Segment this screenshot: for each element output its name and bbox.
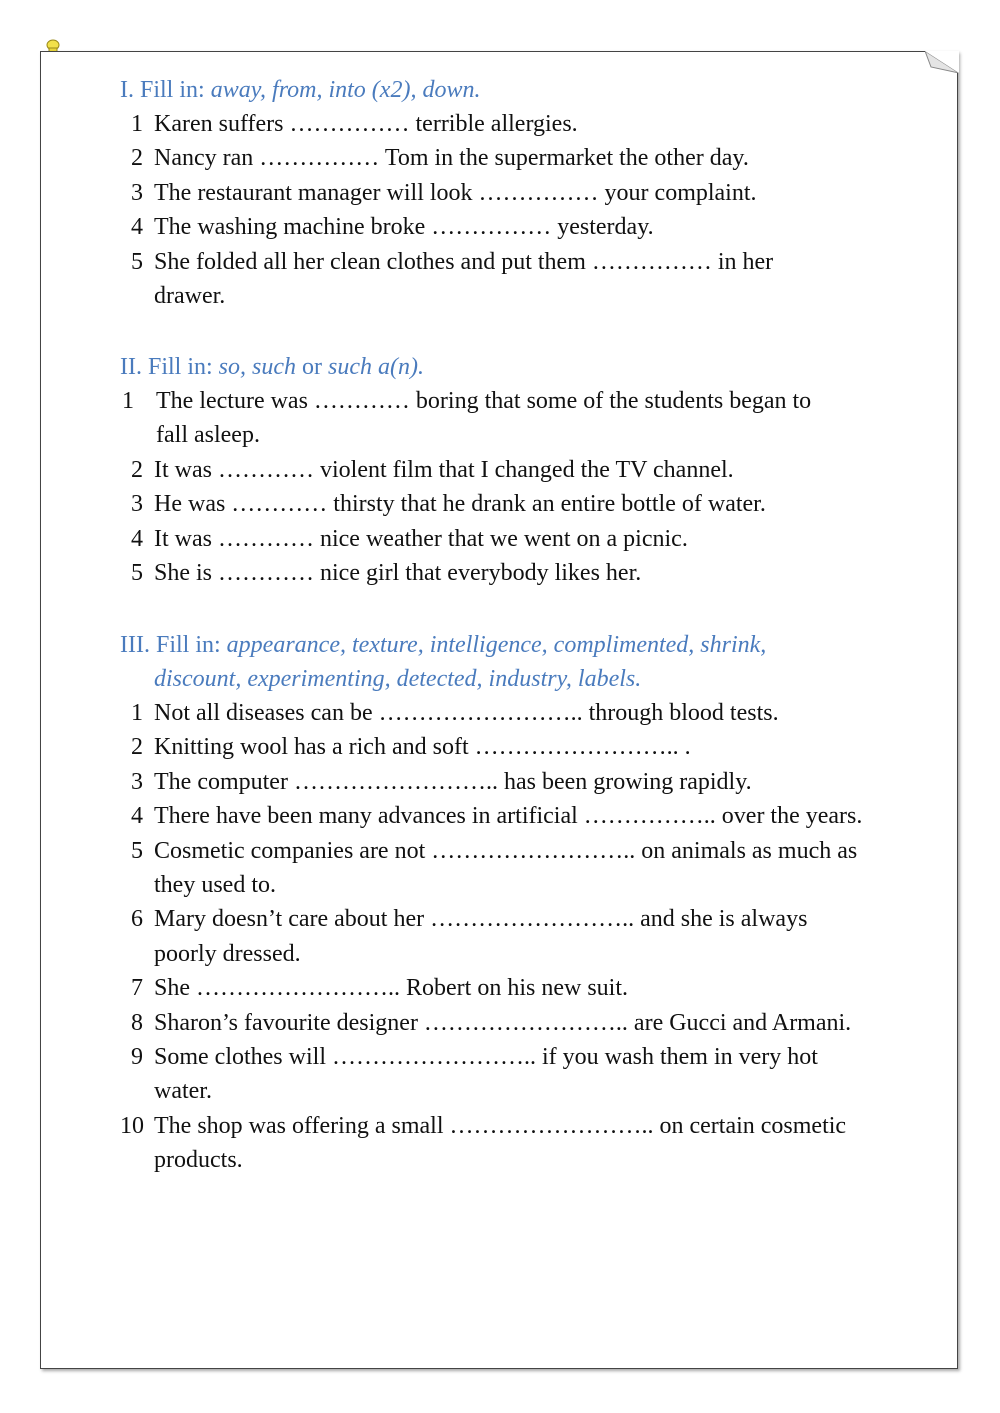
item-text: The lecture was ………… boring that some of the students began to fall asleep. [156,388,812,449]
word-bank-2: such a(n). [328,354,424,380]
item-number: 1 [131,700,143,726]
word-bank-line-1: appearance, texture, intelligence, complimented, shrink, [226,632,767,658]
item-text: It was ………… nice weather that we went on a picnic. [154,525,688,552]
exercise-item [120,522,900,556]
exercise-item [120,765,900,799]
heading-or: or [302,354,323,380]
item-text: It was ………… violent film that I changed the TV channel. [154,456,734,483]
item-number: 5 [131,560,143,587]
item-number: 5 [131,248,143,275]
word-bank-1: so, such [218,354,297,380]
item-number: 3 [131,768,143,795]
item-number: 10 [120,1112,144,1139]
exercise-item [120,834,900,903]
item-text: There have been many advances in artificial …………….. over the years. [154,803,863,830]
item-text: She …………………….. Robert on his new suit. [154,975,628,1002]
word-bank: away, from, into (x2), down. [210,77,481,103]
item-number: 5 [131,837,143,864]
exercise-item [120,730,900,764]
item-number: 2 [131,456,143,483]
section-2-heading [120,350,900,384]
item-text: Knitting wool has a rich and soft …………………….. . [154,734,691,761]
heading-prefix: III. Fill in: [120,632,221,658]
exercise-item [120,902,900,971]
item-number: 4 [131,803,143,830]
item-number: 2 [131,145,143,172]
section-1 [120,73,900,313]
item-text: Karen suffers …………… terrible allergies. [154,111,578,137]
item-number: 9 [131,1044,143,1071]
heading-prefix: I. Fill in: [120,77,205,103]
item-number: 4 [131,214,143,241]
item-text: The shop was offering a small …………………….. on certain cosmetic products. [154,1112,847,1174]
exercise-item [120,1040,900,1109]
exercise-item [120,176,900,210]
item-number: 1 [131,111,143,137]
item-number: 8 [131,1009,143,1036]
item-text: Cosmetic companies are not …………………….. on animals as much as they used to. [154,837,858,899]
section-3-heading [120,628,900,696]
exercise-item [120,971,900,1005]
exercise-item [120,210,900,244]
word-bank-line-2: discount, experimenting, detected, industry, labels. [154,666,642,692]
item-text: She is ………… nice girl that everybody likes her. [154,560,642,587]
exercise-item [120,384,900,453]
exercise-item [120,487,900,521]
item-text: Mary doesn’t care about her …………………….. and she is always poorly dressed. [154,906,808,967]
exercise-item [120,799,900,833]
item-number: 2 [131,734,143,761]
item-text: He was ………… thirsty that he drank an entire bottle of water. [154,491,766,518]
item-number: 3 [131,491,143,518]
exercise-item [120,1006,900,1040]
item-number: 4 [131,525,143,552]
section-2 [120,350,900,590]
section-1-heading [120,73,900,107]
section-3 [120,628,900,1178]
item-text: The restaurant manager will look …………… your complaint. [154,179,757,206]
page-curl-icon [925,51,959,73]
item-number: 7 [131,975,143,1002]
item-text: Nancy ran …………… Tom in the supermarket the other day. [154,145,749,172]
heading-prefix: II. Fill in: [120,354,213,380]
item-text: The computer …………………….. has been growing rapidly. [154,768,752,795]
exercise-item [120,1109,900,1178]
exercise-item [120,141,900,175]
exercise-item [120,453,900,487]
exercise-item [120,696,900,730]
exercise-item [120,107,900,141]
exercise-item [120,245,900,314]
exercise-item [120,556,900,590]
item-text: Sharon’s favourite designer …………………….. are Gucci and Armani. [154,1009,852,1036]
item-text: Not all diseases can be …………………….. through blood tests. [154,700,779,726]
item-number: 6 [131,906,143,933]
item-text: She folded all her clean clothes and put them …………… in her drawer. [154,248,774,310]
item-text: Some clothes will …………………….. if you wash them in very hot water. [154,1044,818,1105]
item-number: 3 [131,179,143,206]
item-text: The washing machine broke …………… yesterday. [154,214,654,241]
item-number: 1 [122,388,134,414]
